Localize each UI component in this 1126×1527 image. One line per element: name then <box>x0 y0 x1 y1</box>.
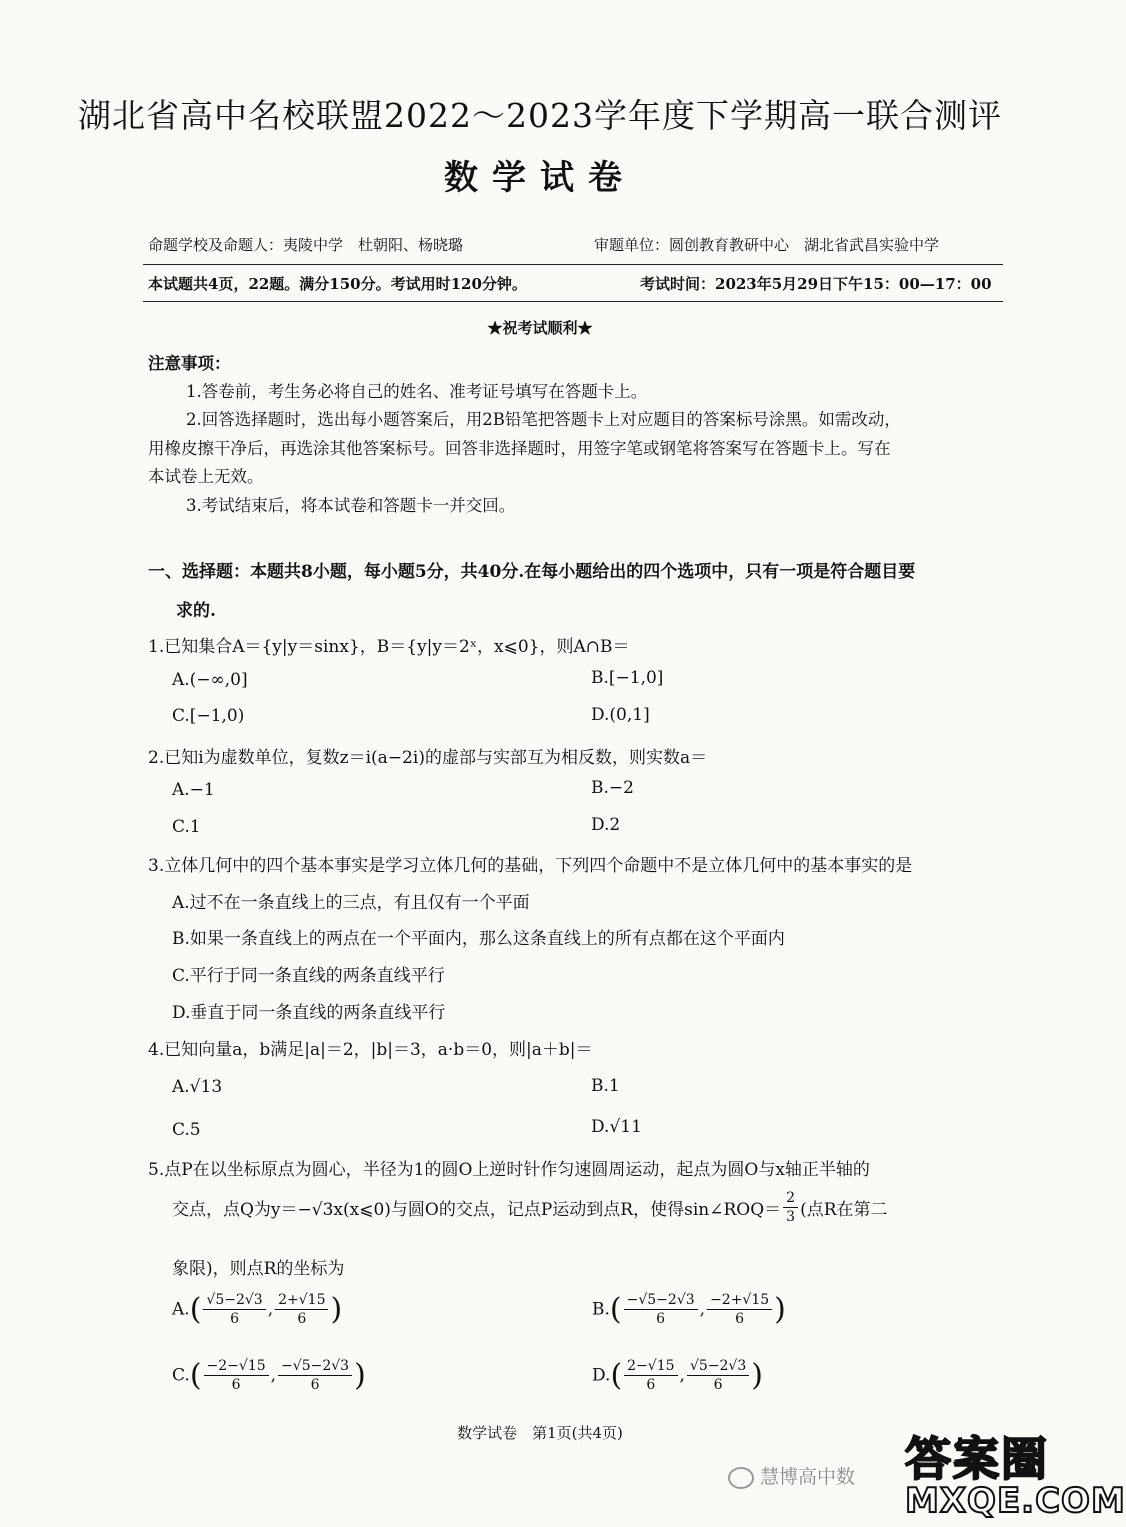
q4-option-d: D.√11 <box>591 1117 642 1137</box>
q1-option-c: C.[−1,0) <box>172 706 245 726</box>
q3-option-d: D.垂直于同一条直线的两条直线平行 <box>172 1003 446 1023</box>
q2-stem: 2.已知i为虚数单位，复数z＝i(a−2i)的虚部与实部互为相反数，则实数a＝ <box>148 748 708 768</box>
header-rule-top <box>143 264 1003 265</box>
q4-stem: 4.已知向量a，b满足|a|＝2，|b|＝3，a·b＝0，则|a＋b|＝ <box>148 1040 593 1060</box>
header-rule-bottom <box>143 301 1003 302</box>
q2-option-b: B.−2 <box>591 778 634 798</box>
exam-title: 湖北省高中名校联盟2022～2023学年度下学期高一联合测评 <box>78 96 1002 135</box>
q5-stem-line2-b: (点R在第二 <box>800 1200 888 1220</box>
watermark-bottom-text: MXQE.COM <box>905 1481 1126 1521</box>
section1-heading: 一、选择题：本题共8小题，每小题5分，共40分.在每小题给出的四个选项中，只有一项是符合题目要 <box>148 562 916 582</box>
note-3: 3.考试结束后，将本试卷和答题卡一并交回。 <box>186 496 516 515</box>
q5-fraction-two-thirds: $\frac{2}{3}$ <box>783 1190 798 1225</box>
exam-info: 本试题共4页，22题。满分150分。考试用时120分钟。 <box>148 275 527 293</box>
q1-option-b: B.[−1,0] <box>591 668 664 688</box>
page-footer: 数学试卷 第1页(共4页) <box>457 1424 623 1442</box>
authors-line: 命题学校及命题人：夷陵中学 杜朝阳、杨晓璐 <box>148 236 464 254</box>
q1-option-a: A.(−∞,0] <box>172 670 248 690</box>
q4-option-b: B.1 <box>591 1076 620 1096</box>
exam-time: 考试时间：2023年5月29日下午15：00—17：00 <box>640 275 992 293</box>
q5-stem-line3: 象限)，则点R的坐标为 <box>172 1259 345 1279</box>
watermark-logo <box>905 1423 1126 1523</box>
q1-option-d: D.(0,1] <box>591 705 650 725</box>
q4-option-a: A.√13 <box>172 1077 223 1097</box>
wish-line: ★祝考试顺利★ <box>487 319 593 337</box>
notes-heading: 注意事项： <box>148 354 231 373</box>
q5-option-b: B.( $\frac{-√5-2√3}{6}$ , $\frac{-2+√15}{6}$ ) <box>592 1292 786 1327</box>
note-2-line1: 2.回答选择题时，选出每小题答案后，用2B铅笔把答题卡上对应题目的答案标号涂黑。如需改动， <box>186 410 901 429</box>
q2-option-a: A.−1 <box>172 780 215 800</box>
q5-stem-line2-a: 交点，点Q为y＝−√3x(x⩽0)与圆O的交点，记点P运动到点R，使得sin∠ROQ＝ <box>172 1200 782 1220</box>
q5-option-c: C.( $\frac{-2-√15}{6}$ , $\frac{-√5-2√3}{6}$ ) <box>172 1358 366 1393</box>
q1-stem: 1.已知集合A＝{y|y＝sinx}，B＝{y|y＝2ˣ，x⩽0}，则A∩B＝ <box>148 637 630 657</box>
note-2-line2: 用橡皮擦干净后，再选涂其他答案标号。回答非选择题时，用签字笔或钢笔将答案写在答题卡上。写在 <box>148 439 891 458</box>
wechat-source: 慧博高中数 <box>728 1462 855 1489</box>
wechat-icon <box>728 1467 754 1489</box>
q5-stem-line2 <box>172 1190 888 1225</box>
q3-option-a: A.过不在一条直线上的三点，有且仅有一个平面 <box>172 893 530 913</box>
q5-stem-line1: 5.点P在以坐标原点为圆心，半径为1的圆O上逆时针作匀速圆周运动，起点为圆O与x轴正半轴的 <box>148 1160 870 1180</box>
note-2-line3: 本试卷上无效。 <box>148 467 264 486</box>
exam-subtitle: 数学试卷 <box>444 158 636 198</box>
note-1: 1.答卷前，考生务必将自己的姓名、准考证号填写在答题卡上。 <box>186 382 648 401</box>
q5-option-a: A.( $\frac{√5-2√3}{6}$ , $\frac{2+√15}{6}$ ) <box>172 1292 343 1327</box>
section1-heading-cont: 求的. <box>176 601 216 621</box>
reviewers-line: 审题单位：圆创教育教研中心 湖北省武昌实验中学 <box>594 236 940 254</box>
q4-option-c: C.5 <box>172 1120 201 1140</box>
q3-option-b: B.如果一条直线上的两点在一个平面内，那么这条直线上的所有点都在这个平面内 <box>172 929 785 949</box>
q2-option-c: C.1 <box>172 817 201 837</box>
q5-option-d: D.( $\frac{2-√15}{6}$ , $\frac{√5-2√3}{6}$ ) <box>592 1358 763 1393</box>
q2-option-d: D.2 <box>591 815 621 835</box>
q3-stem: 3.立体几何中的四个基本事实是学习立体几何的基础，下列四个命题中不是立体几何中的基本事实的是 <box>148 856 913 876</box>
watermark-top-text: 答案圈 <box>905 1432 1049 1486</box>
q3-option-c: C.平行于同一条直线的两条直线平行 <box>172 966 445 986</box>
